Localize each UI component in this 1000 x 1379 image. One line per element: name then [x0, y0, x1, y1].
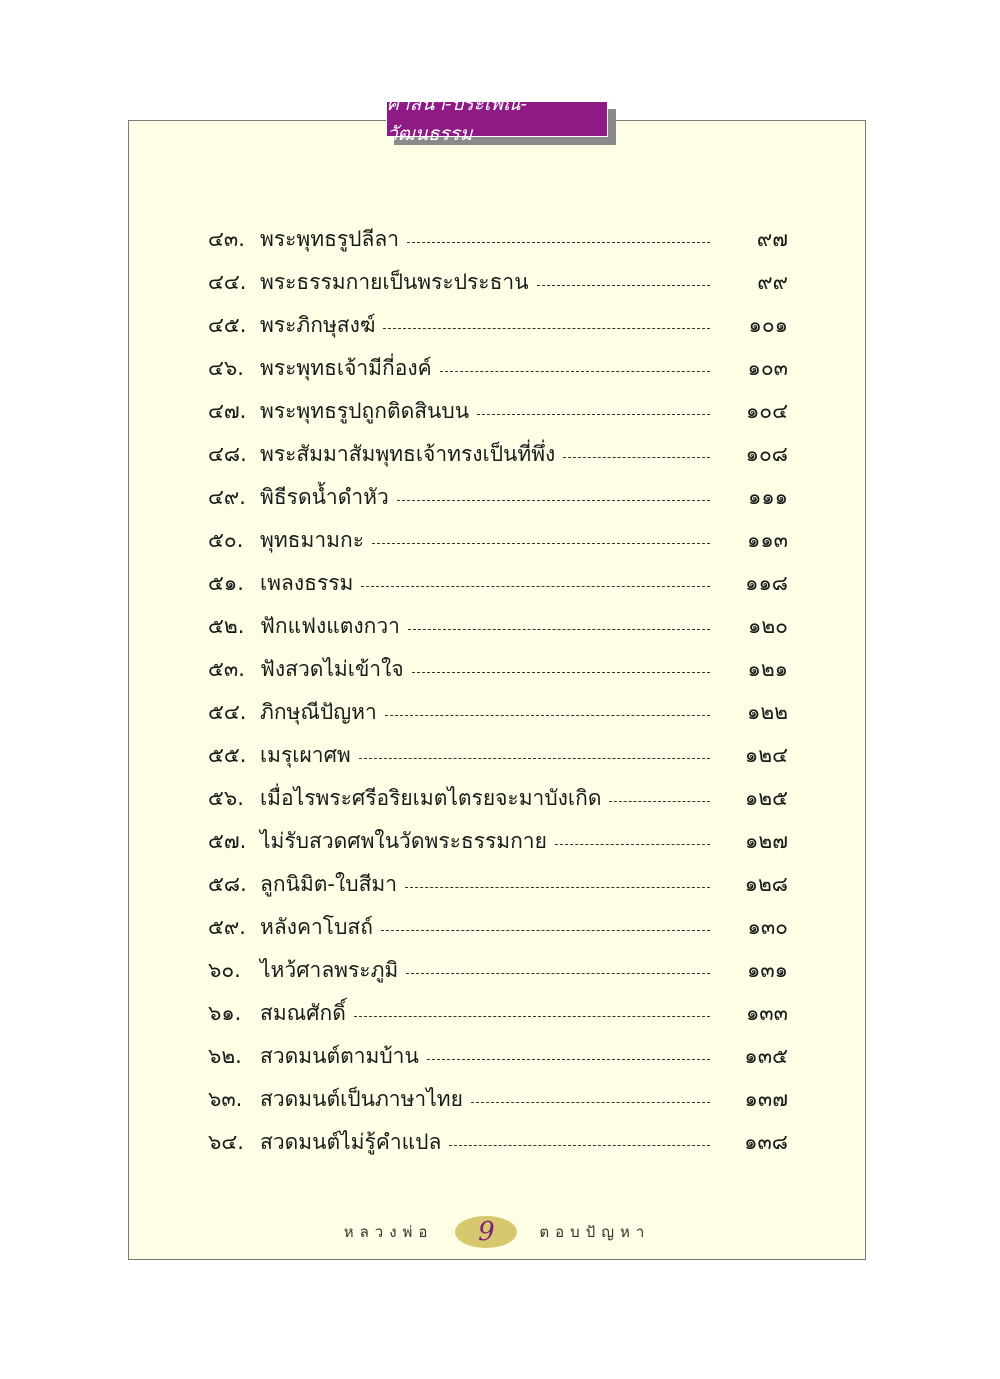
- toc-entry-page: ๑๐๓: [747, 356, 788, 380]
- toc-dot-leader: [359, 758, 710, 759]
- toc-entry-page: ๑๓๓: [745, 1001, 788, 1025]
- toc-entry-title: พระธรรมกายเป็นพระประธาน: [260, 270, 529, 294]
- toc-entry-page: ๑๐๑: [748, 313, 788, 337]
- toc-entry-title: ภิกษุณีปัญหา: [260, 700, 377, 724]
- toc-entry: [208, 519, 788, 562]
- toc-entry-number: ๔๕.: [208, 313, 247, 337]
- toc-entry: [208, 648, 788, 691]
- toc-entry-title: ฟังสวดไม่เข้าใจ: [260, 657, 404, 681]
- table-of-contents: [208, 218, 788, 1164]
- toc-entry-title: พิธีรดน้ำดำหัว: [260, 485, 389, 509]
- toc-entry-number: ๕๘.: [208, 872, 247, 896]
- toc-entry-title: พระสัมมาสัมพุทธเจ้าทรงเป็นที่พึ่ง: [260, 442, 556, 466]
- toc-entry-number: ๔๗.: [208, 399, 247, 423]
- toc-entry-page: ๙๙: [757, 270, 788, 294]
- toc-entry: [208, 347, 788, 390]
- toc-entry-number: ๕๖.: [208, 786, 244, 810]
- toc-entry: [208, 992, 788, 1035]
- toc-dot-leader: [361, 586, 710, 587]
- toc-dot-leader: [555, 844, 710, 845]
- toc-entry-title: พระพุทธเจ้ามีกี่องค์: [260, 356, 432, 380]
- toc-dot-leader: [440, 371, 710, 372]
- toc-entry-title: พระพุทธรูปลีลา: [260, 227, 400, 251]
- toc-entry: [208, 1078, 788, 1121]
- toc-entry-title: สวดมนต์ตามบ้าน: [260, 1044, 419, 1068]
- toc-entry-title: เมรุเผาศพ: [260, 743, 351, 767]
- toc-entry-title: หลังคาโบสถ์: [260, 915, 373, 939]
- toc-dot-leader: [563, 457, 710, 458]
- toc-entry-page: ๑๑๓: [746, 528, 788, 552]
- toc-entry-number: ๕๐.: [208, 528, 244, 552]
- toc-entry: [208, 734, 788, 777]
- toc-entry-number: ๕๓.: [208, 657, 245, 681]
- toc-dot-leader: [537, 285, 710, 286]
- toc-dot-leader: [397, 500, 710, 501]
- toc-dot-leader: [427, 1059, 710, 1060]
- toc-entry-title: สมณศักดิ์: [260, 1001, 346, 1025]
- toc-entry-number: ๔๖.: [208, 356, 244, 380]
- toc-dot-leader: [385, 715, 710, 716]
- toc-entry: [208, 1035, 788, 1078]
- toc-entry: [208, 777, 788, 820]
- toc-entry-page: ๑๒๐: [748, 614, 788, 638]
- footer-book-title-right: ตอบปัญหา: [539, 1223, 651, 1241]
- toc-entry-number: ๕๙.: [208, 915, 246, 939]
- toc-entry-number: ๕๔.: [208, 700, 247, 724]
- toc-dot-leader: [406, 973, 710, 974]
- toc-entry-title: ลูกนิมิต-ใบสีมา: [260, 872, 398, 896]
- toc-entry-number: ๕๕.: [208, 743, 247, 767]
- toc-entry-page: ๑๐๔: [745, 399, 788, 423]
- toc-entry-title: ไหว้ศาลพระภูมิ: [260, 958, 399, 982]
- toc-entry-page: ๑๒๘: [744, 872, 788, 896]
- toc-entry-number: ๔๙.: [208, 485, 246, 509]
- toc-entry-page: ๑๓๑: [746, 958, 788, 982]
- toc-entry: [208, 390, 788, 433]
- toc-entry: [208, 820, 788, 863]
- toc-entry-page: ๑๓๘: [744, 1130, 788, 1154]
- toc-entry-title: ไม่รับสวดศพในวัดพระธรรมกาย: [260, 829, 547, 853]
- toc-entry-number: ๔๘.: [208, 442, 247, 466]
- toc-entry: [208, 691, 788, 734]
- toc-entry-number: ๔๓.: [208, 227, 245, 251]
- toc-dot-leader: [354, 1016, 710, 1017]
- toc-entry-number: ๕๗.: [208, 829, 247, 853]
- toc-entry: [208, 433, 788, 476]
- toc-entry-number: ๕๒.: [208, 614, 245, 638]
- toc-entry-page: ๑๑๑: [748, 485, 788, 509]
- toc-dot-leader: [407, 242, 710, 243]
- toc-entry-page: ๑๑๘: [745, 571, 788, 595]
- toc-entry: [208, 261, 788, 304]
- toc-entry: [208, 304, 788, 347]
- page-footer: [128, 1210, 866, 1254]
- toc-dot-leader: [381, 930, 710, 931]
- toc-entry: [208, 949, 788, 992]
- toc-entry-number: ๔๔.: [208, 270, 247, 294]
- toc-dot-leader: [477, 414, 710, 415]
- toc-entry-title: เพลงธรรม: [260, 571, 354, 595]
- toc-entry-page: ๑๓๐: [747, 915, 788, 939]
- toc-entry-number: ๖๑.: [208, 1001, 242, 1025]
- toc-dot-leader: [412, 672, 710, 673]
- toc-entry-number: ๖๔.: [208, 1130, 244, 1154]
- toc-entry-number: ๖๒.: [208, 1044, 242, 1068]
- toc-dot-leader: [609, 801, 710, 802]
- toc-dot-leader: [449, 1145, 710, 1146]
- toc-dot-leader: [408, 629, 710, 630]
- toc-entry-title: ฟักแฟงแตงกวา: [260, 614, 400, 638]
- toc-entry-page: ๑๒๗: [745, 829, 788, 853]
- toc-entry-number: ๖๐.: [208, 958, 241, 982]
- toc-entry-number: ๖๓.: [208, 1087, 243, 1111]
- toc-entry-title: พระพุทธรูปถูกติดสินบน: [260, 399, 470, 423]
- toc-dot-leader: [372, 543, 710, 544]
- toc-entry-page: ๑๒๕: [744, 786, 788, 810]
- toc-entry-page: ๑๓๕: [744, 1044, 788, 1068]
- toc-entry: [208, 863, 788, 906]
- toc-dot-leader: [383, 328, 710, 329]
- toc-dot-leader: [471, 1102, 710, 1103]
- toc-entry-title: สวดมนต์เป็นภาษาไทย: [260, 1087, 463, 1111]
- footer-book-title-left: หลวงพ่อ: [343, 1223, 434, 1241]
- toc-entry: [208, 1121, 788, 1164]
- toc-entry-number: ๕๑.: [208, 571, 244, 595]
- toc-entry-title: เมื่อไรพระศรีอริยเมตไตรยจะมาบังเกิด: [260, 786, 602, 810]
- toc-entry: [208, 562, 788, 605]
- toc-entry-title: สวดมนต์ไม่รู้คำแปล: [260, 1130, 442, 1154]
- toc-entry-title: พุทธมามกะ: [260, 528, 364, 552]
- toc-dot-leader: [405, 887, 710, 888]
- toc-entry: [208, 218, 788, 261]
- toc-entry: [208, 906, 788, 949]
- toc-entry-page: ๑๒๔: [744, 743, 788, 767]
- section-label: ศาสนา-ประเพณี-วัฒนธรรม: [386, 101, 608, 137]
- toc-entry: [208, 605, 788, 648]
- toc-entry-page: ๑๒๑: [747, 657, 788, 681]
- toc-entry-page: ๑๒๒: [746, 700, 788, 724]
- toc-entry-title: พระภิกษุสงฆ์: [260, 313, 376, 337]
- toc-entry-page: ๑๓๗: [744, 1087, 788, 1111]
- toc-entry: [208, 476, 788, 519]
- toc-entry-page: ๙๗: [756, 227, 788, 251]
- toc-entry-page: ๑๐๘: [745, 442, 788, 466]
- page-number-badge: 9: [455, 1216, 517, 1248]
